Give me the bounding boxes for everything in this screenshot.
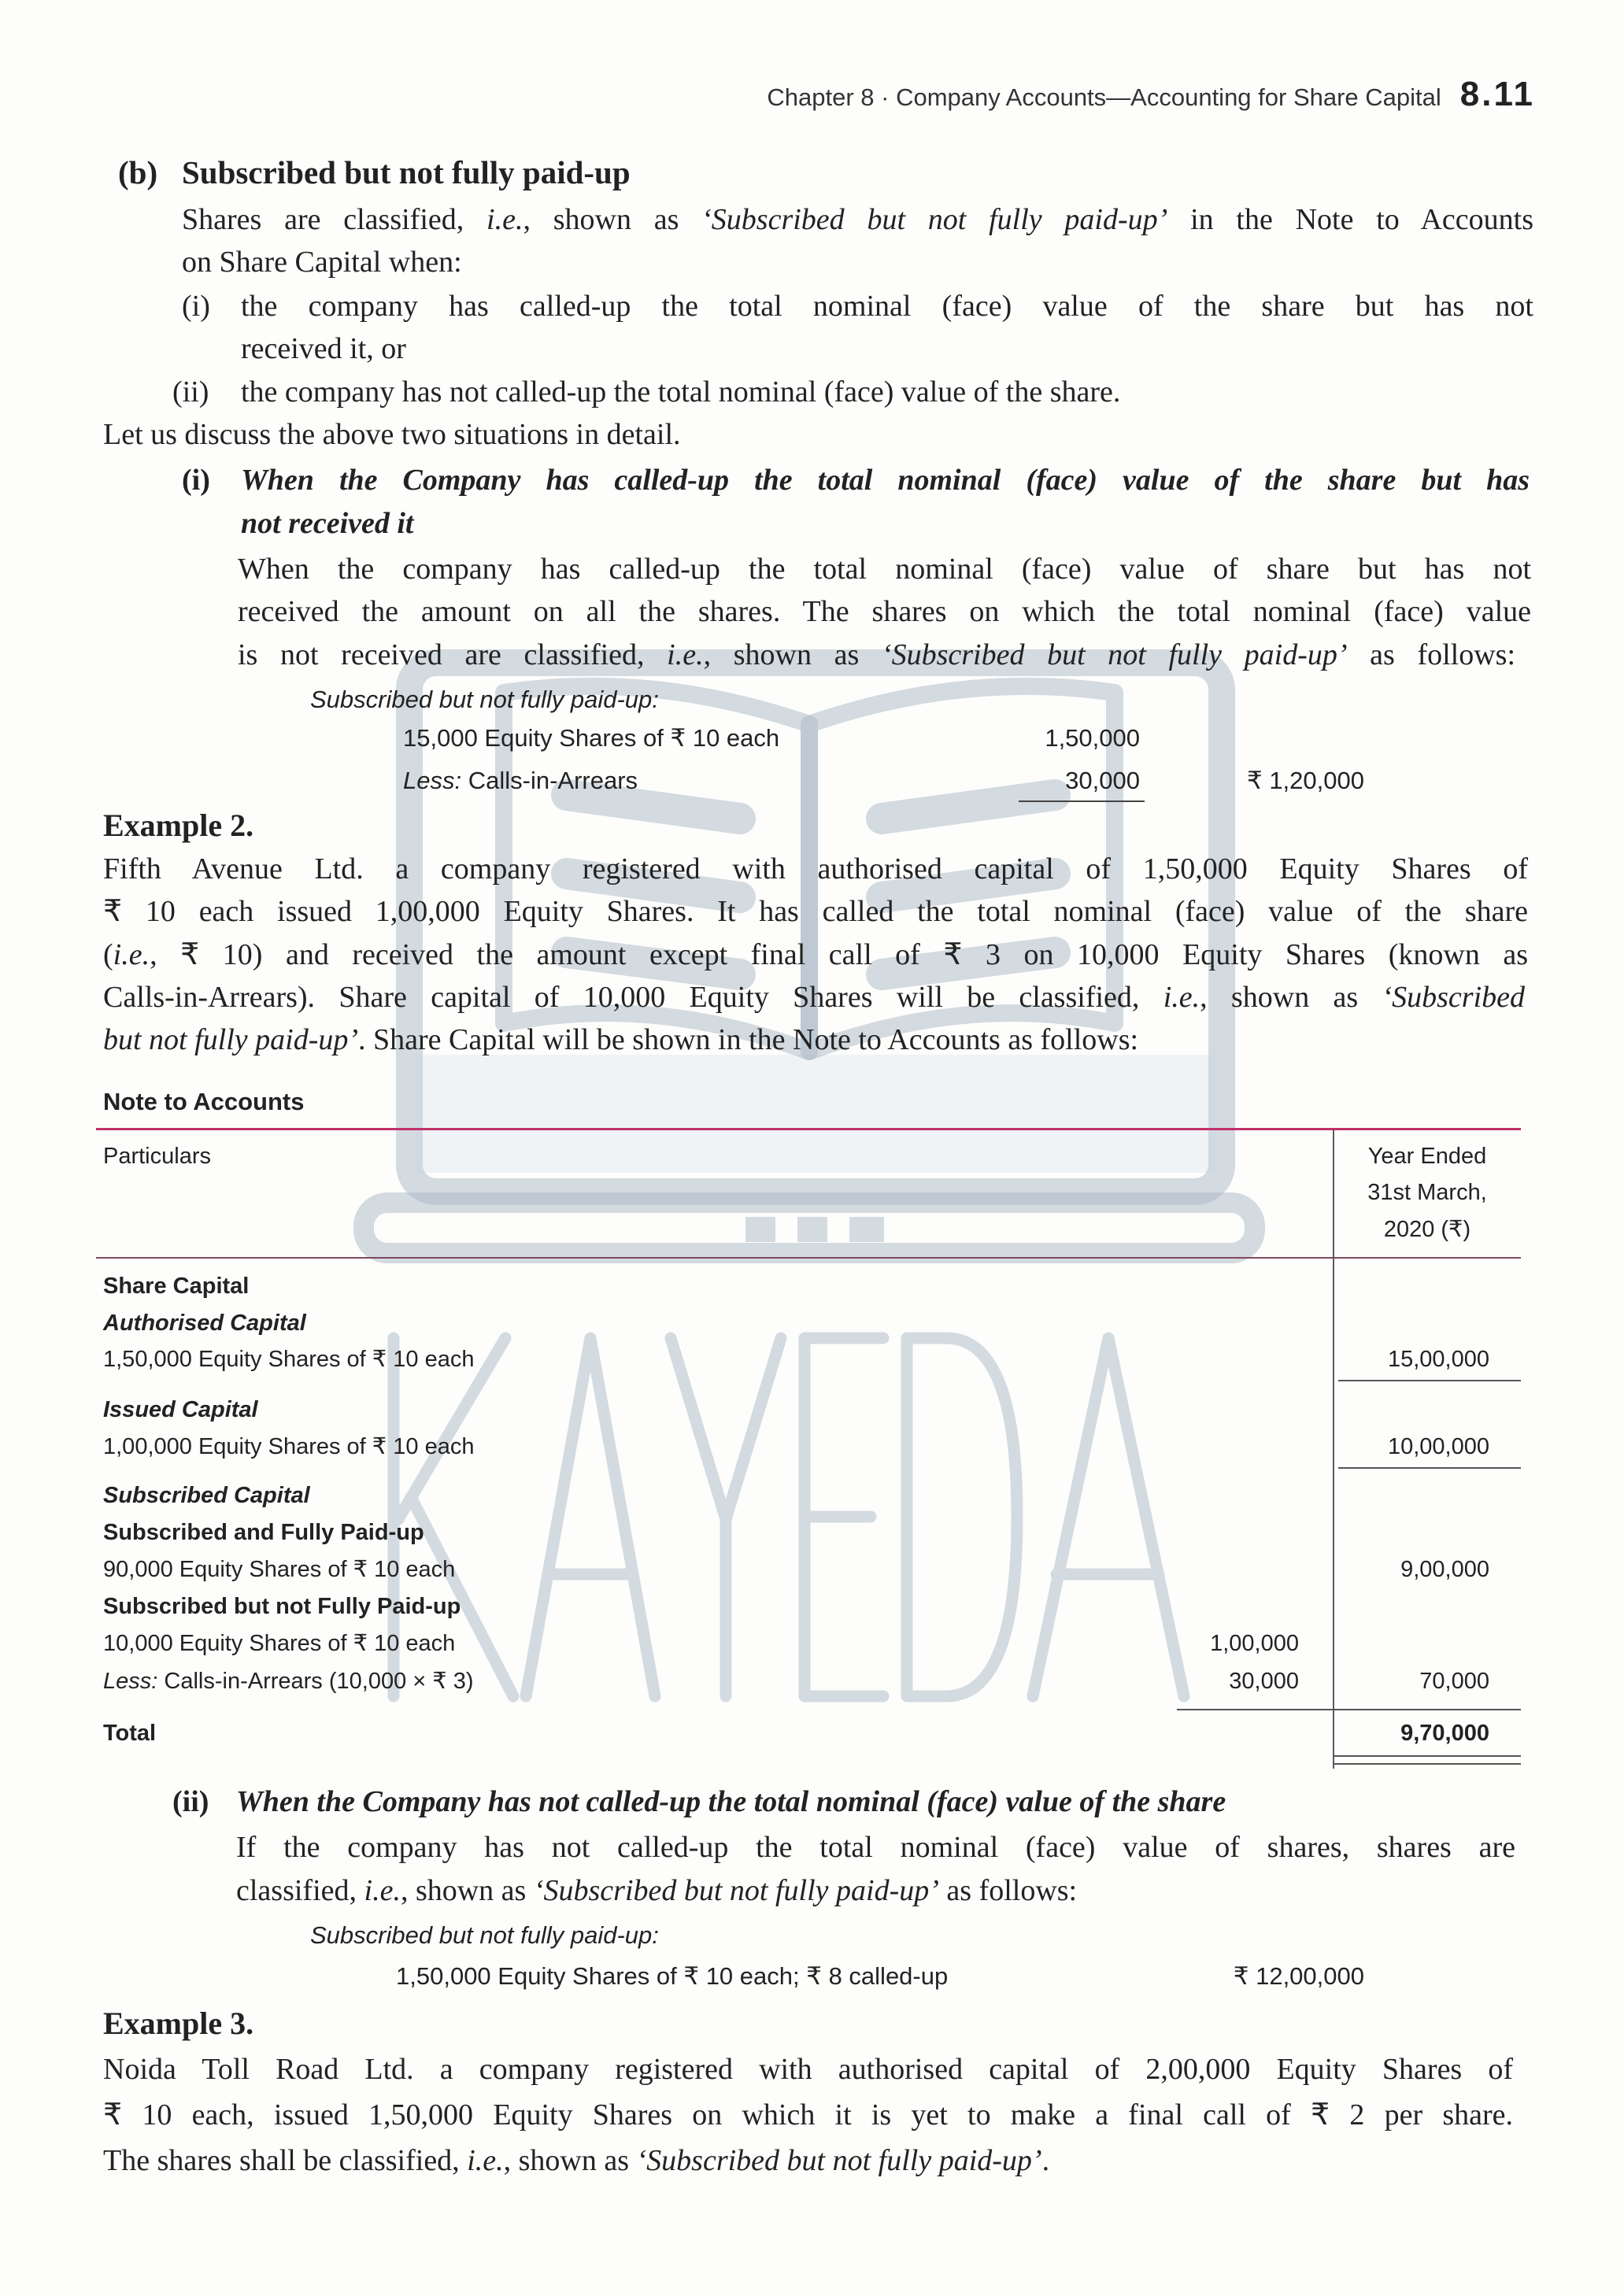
text-run: Calls-in-Arrears). Share capital of 10,000 Equity Shares will be classified, <box>103 981 1163 1014</box>
not-fully-paid-amount: 70,000 <box>1419 1669 1489 1694</box>
italic-text-run: i.e. <box>113 938 150 971</box>
example-2-line <box>103 894 1528 930</box>
text-run: The shares shall be classified, <box>103 2144 468 2177</box>
calls-in-arrears-row <box>103 1668 474 1695</box>
case-ii-body-line <box>236 1830 1515 1866</box>
text-run: , ₹ 10) and received the amount except final call of ₹ 3 on 10,000 Equity Shares (known as <box>150 938 1528 971</box>
text-run: Noida Toll Road Ltd. a company registered with authorised capital of 2,00,000 Equity Shares of <box>103 2053 1513 2086</box>
table-header-rule <box>96 1257 1521 1259</box>
text-run: . Share Capital will be shown in the Note to Accounts as follows: <box>358 1023 1139 1056</box>
text-run: . <box>1041 2144 1050 2177</box>
example-2-line <box>103 1022 1138 1059</box>
italic-text-run: i.e. <box>364 1874 401 1907</box>
presentation-row-text: 15,000 Equity Shares of ₹ 10 each <box>403 724 780 752</box>
text-run: ₹ 10 each issued 1,00,000 Equity Shares. It has called the total nominal (face) value of the share <box>103 895 1528 928</box>
condition-ii-line: the company has not called-up the total nominal (face) value of the share. <box>241 375 1121 409</box>
text-run: as follows: <box>1347 638 1516 671</box>
case-i-label: (i) <box>182 464 210 497</box>
not-fully-paid-heading: Subscribed but not Fully Paid-up <box>103 1594 461 1619</box>
text-run: , shown as <box>703 638 882 671</box>
less-label: Less: <box>103 1669 158 1694</box>
italic-text-run: i.e. <box>667 638 704 671</box>
text-run: , shown as <box>1200 981 1382 1014</box>
presentation-less-row <box>403 766 638 795</box>
watermark-letter-d <box>907 1338 1017 1696</box>
col-year-header: 31st March, <box>1367 1180 1487 1205</box>
amount-underline <box>1338 1467 1521 1469</box>
section-b-title: Subscribed but not fully paid-up <box>182 154 631 190</box>
presentation-row-amount: 1,50,000 <box>1045 724 1140 752</box>
text-run: ₹ 10 each, issued 1,50,000 Equity Shares on which it is yet to make a final call of ₹ 2 per share. <box>103 2098 1513 2131</box>
calls-in-arrears-text: Calls-in-Arrears (10,000 × ₹ 3) <box>157 1669 474 1694</box>
presentation-heading: Subscribed but not fully paid-up: <box>310 1921 659 1949</box>
calls-in-arrears-inner-amount: 30,000 <box>1229 1669 1299 1694</box>
discuss-sentence: Let us discuss the above two situations in detail. <box>103 418 681 451</box>
screen-tint <box>416 1055 1215 1173</box>
text-run: received the amount on all the shares. The shares on which the total nominal (face) value <box>238 595 1531 628</box>
table-top-rule <box>96 1128 1521 1130</box>
watermark-letter-e <box>805 1338 883 1696</box>
subtotal-rule <box>1177 1709 1521 1710</box>
text-run: When the company has called-up the total nominal (face) value of share but has not <box>238 553 1531 586</box>
issued-capital-heading: Issued Capital <box>103 1397 258 1422</box>
italic-text-run: ‘Subscribed but not fully paid-up’ <box>533 1874 939 1907</box>
example-3-line <box>103 2052 1513 2088</box>
note-title: Note to Accounts <box>103 1088 305 1115</box>
example-3-title: Example 3. <box>103 2006 254 2041</box>
less-text: Calls-in-Arrears <box>461 767 638 794</box>
base-dot-3 <box>849 1217 884 1242</box>
section-b-intro-line <box>182 202 1533 238</box>
section-b-label: (b) <box>118 154 158 190</box>
italic-text-run: ‘Subscribed but not fully paid-up’ <box>636 2144 1042 2177</box>
presentation-row-amount: ₹ 12,00,000 <box>1233 1962 1364 1990</box>
running-header <box>767 74 1535 116</box>
total-double-rule-bottom <box>1334 1763 1521 1765</box>
case-i-body-line <box>238 552 1531 588</box>
text-run: ( <box>103 938 113 971</box>
presentation-heading: Subscribed but not fully paid-up: <box>310 686 659 713</box>
italic-text-run: i.e. <box>1163 981 1200 1014</box>
text-run: Shares are classified, <box>182 203 487 236</box>
text-run: as follows: <box>938 1874 1078 1907</box>
example-2-line <box>103 937 1528 974</box>
condition-ii-label: (ii) <box>172 375 209 409</box>
presentation-row-text: 1,50,000 Equity Shares of ₹ 10 each; ₹ 8 called-up <box>396 1962 949 1990</box>
authorised-capital-amount: 15,00,000 <box>1387 1347 1489 1372</box>
text-run: on Share Capital when: <box>182 246 462 279</box>
subscribed-capital-heading: Subscribed Capital <box>103 1483 310 1508</box>
text-run: , shown as <box>400 1874 534 1907</box>
example-3-line <box>103 2143 1049 2180</box>
col-particulars-header: Particulars <box>103 1144 211 1169</box>
fully-paid-heading: Subscribed and Fully Paid-up <box>103 1520 424 1545</box>
page-number: 8.11 <box>1459 75 1535 113</box>
total-amount: 9,70,000 <box>1400 1721 1489 1746</box>
section-b-intro-line <box>182 245 462 281</box>
amount-underline <box>1019 800 1145 802</box>
italic-text-run: i.e. <box>486 203 523 236</box>
not-fully-paid-text: 10,000 Equity Shares of ₹ 10 each <box>103 1631 456 1656</box>
text-run: , shown as <box>523 203 702 236</box>
presentation-less-amount: 30,000 <box>1065 767 1140 794</box>
text-run: in the Note to Accounts <box>1167 203 1533 236</box>
presentation-net-amount: ₹ 1,20,000 <box>1246 767 1364 794</box>
not-fully-paid-inner-amount: 1,00,000 <box>1210 1631 1299 1656</box>
issued-capital-text: 1,00,000 Equity Shares of ₹ 10 each <box>103 1434 475 1459</box>
case-i-body-line <box>238 638 1515 674</box>
col-year-header: 2020 (₹) <box>1383 1217 1471 1242</box>
share-capital-heading: Share Capital <box>103 1274 250 1299</box>
less-label: Less: <box>403 767 462 794</box>
example-2-title: Example 2. <box>103 808 254 843</box>
case-i-heading-line: not received it <box>241 507 414 540</box>
case-ii-body-line <box>236 1873 1077 1910</box>
italic-text-run: ‘Subscribed but not fully paid-up’ <box>881 638 1348 671</box>
condition-i-label: (i) <box>182 290 210 323</box>
case-ii-heading: When the Company has not called-up the total nominal (face) value of the share <box>236 1785 1226 1818</box>
text-run: Fifth Avenue Ltd. a company registered with authorised capital of 1,50,000 Equity Shares of <box>103 852 1528 885</box>
example-2-line <box>103 980 1525 1016</box>
base-dot-2 <box>797 1217 827 1242</box>
case-i-heading-line: When the Company has called-up the total nominal (face) value of the share but has <box>241 464 1530 497</box>
base-dot-1 <box>745 1217 775 1242</box>
condition-i-line: the company has called-up the total nominal (face) value of the share but has not <box>241 290 1533 323</box>
condition-i-line: received it, or <box>241 332 406 365</box>
example-3-line <box>103 2098 1513 2134</box>
italic-text-run: ‘Subscribed but not fully paid-up’ <box>701 203 1168 236</box>
fully-paid-text: 90,000 Equity Shares of ₹ 10 each <box>103 1557 456 1582</box>
text-run: , shown as <box>503 2144 637 2177</box>
text-run: classified, <box>236 1874 364 1907</box>
watermark-letter-y <box>671 1338 781 1696</box>
fully-paid-amount: 9,00,000 <box>1400 1557 1489 1582</box>
case-i-body-line <box>238 594 1531 630</box>
text-run: is not received are classified, <box>238 638 668 671</box>
italic-text-run: ‘Subscribed <box>1382 981 1525 1014</box>
laptop-base-shape <box>364 1203 1255 1253</box>
case-ii-label: (ii) <box>172 1785 209 1818</box>
col-year-header: Year Ended <box>1367 1144 1487 1169</box>
authorised-capital-heading: Authorised Capital <box>103 1311 306 1336</box>
total-double-rule-top <box>1334 1755 1521 1757</box>
italic-text-run: i.e. <box>467 2144 504 2177</box>
amount-underline <box>1338 1380 1521 1381</box>
example-2-line <box>103 852 1528 888</box>
italic-text-run: but not fully paid-up’ <box>103 1023 359 1056</box>
text-run: If the company has not called-up the total nominal (face) value of shares, shares are <box>236 1831 1515 1864</box>
authorised-capital-text: 1,50,000 Equity Shares of ₹ 10 each <box>103 1347 475 1372</box>
issued-capital-amount: 10,00,000 <box>1387 1434 1489 1459</box>
watermark-letter-a <box>526 1338 655 1696</box>
chapter-title: Chapter 8 · Company Accounts—Accounting for Share Capital <box>767 83 1441 111</box>
total-label: Total <box>103 1721 157 1746</box>
